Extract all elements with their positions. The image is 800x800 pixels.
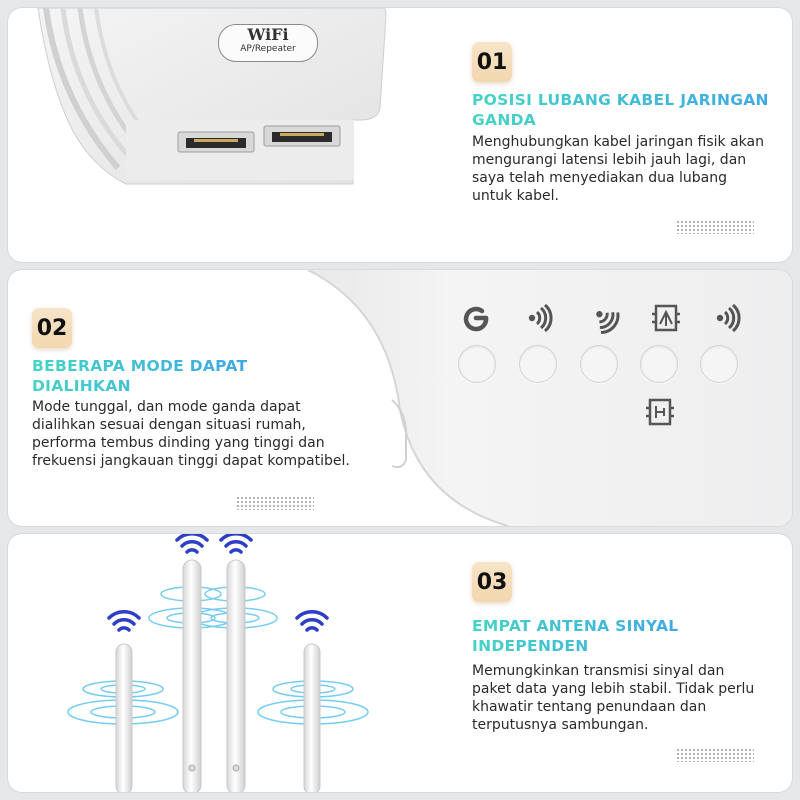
description-line: dialihkan sesuai dengan situasi rumah, (32, 417, 306, 433)
feature-panel-3 (8, 534, 792, 792)
ethernet-port-2 (264, 126, 340, 146)
description-line: khawatir tentang penundaan dan (472, 699, 707, 715)
mode-button-3[interactable] (640, 345, 678, 383)
dot-pattern-decoration (676, 748, 754, 762)
description-line: Memungkinkan transmisi sinyal dan (472, 663, 725, 679)
description-line: saya telah menyediakan dua lubang (472, 170, 728, 186)
ap-mode-icon (650, 302, 682, 334)
feature-description (472, 133, 764, 205)
wifi-signal-icon (522, 302, 554, 334)
feature-description (32, 398, 350, 470)
feature-number-badge: 01 (472, 42, 512, 82)
power-button[interactable] (458, 345, 496, 383)
wifi-repeater-logo (218, 24, 318, 62)
feature-title-line: GANDA (472, 111, 537, 129)
mode-button-2[interactable] (580, 345, 618, 383)
description-line: paket data yang lebih stabil. Tidak perlu (472, 681, 755, 697)
dot-pattern-decoration (676, 220, 754, 234)
feature-title-line: DIALIHKAN (32, 377, 131, 395)
description-line: frekuensi jangkauan tinggi dapat kompatibel. (32, 453, 350, 469)
router-mode-icon (644, 396, 676, 428)
description-line: terputusnya sambungan. (472, 717, 649, 733)
feature-number-badge: 02 (32, 308, 72, 348)
feature-panel-2 (8, 270, 792, 526)
antenna-1 (116, 644, 132, 792)
feature-number-badge: 03 (472, 562, 512, 602)
description-line: Mode tunggal, dan mode ganda dapat (32, 399, 301, 415)
antennas-image (8, 534, 408, 792)
mode-button-4[interactable] (700, 345, 738, 383)
feature-title-line: INDEPENDEN (472, 637, 589, 655)
description-line: mengurangi latensi lebih jauh lagi, dan (472, 152, 747, 168)
antenna-2 (183, 560, 201, 792)
feature-title-line: BEBERAPA MODE DAPAT (32, 357, 248, 375)
feature-title-line: POSISI LUBANG KABEL JARINGAN (472, 91, 769, 109)
feature-description (472, 662, 754, 734)
feature-title (472, 90, 769, 130)
antenna-4 (304, 644, 320, 792)
wifi-signal-tilted-icon (588, 302, 620, 334)
wifi-signal-icon (710, 302, 742, 334)
repeater-logo-text: AP/Repeater (240, 44, 296, 54)
antenna-3 (227, 560, 245, 792)
ethernet-port-1 (178, 132, 254, 152)
feature-title (32, 356, 247, 396)
power-icon (460, 302, 492, 334)
wifi-logo-text: WiFi (247, 25, 289, 44)
mode-button-1[interactable] (519, 345, 557, 383)
feature-panel-1 (8, 8, 792, 262)
dot-pattern-decoration (236, 496, 314, 510)
description-line: Menghubungkan kabel jaringan fisik akan (472, 134, 764, 150)
description-line: untuk kabel. (472, 188, 559, 204)
feature-title-line: EMPAT ANTENA SINYAL (472, 617, 679, 635)
description-line: performa tembus dinding yang tinggi dan (32, 435, 325, 451)
feature-title (472, 616, 678, 656)
